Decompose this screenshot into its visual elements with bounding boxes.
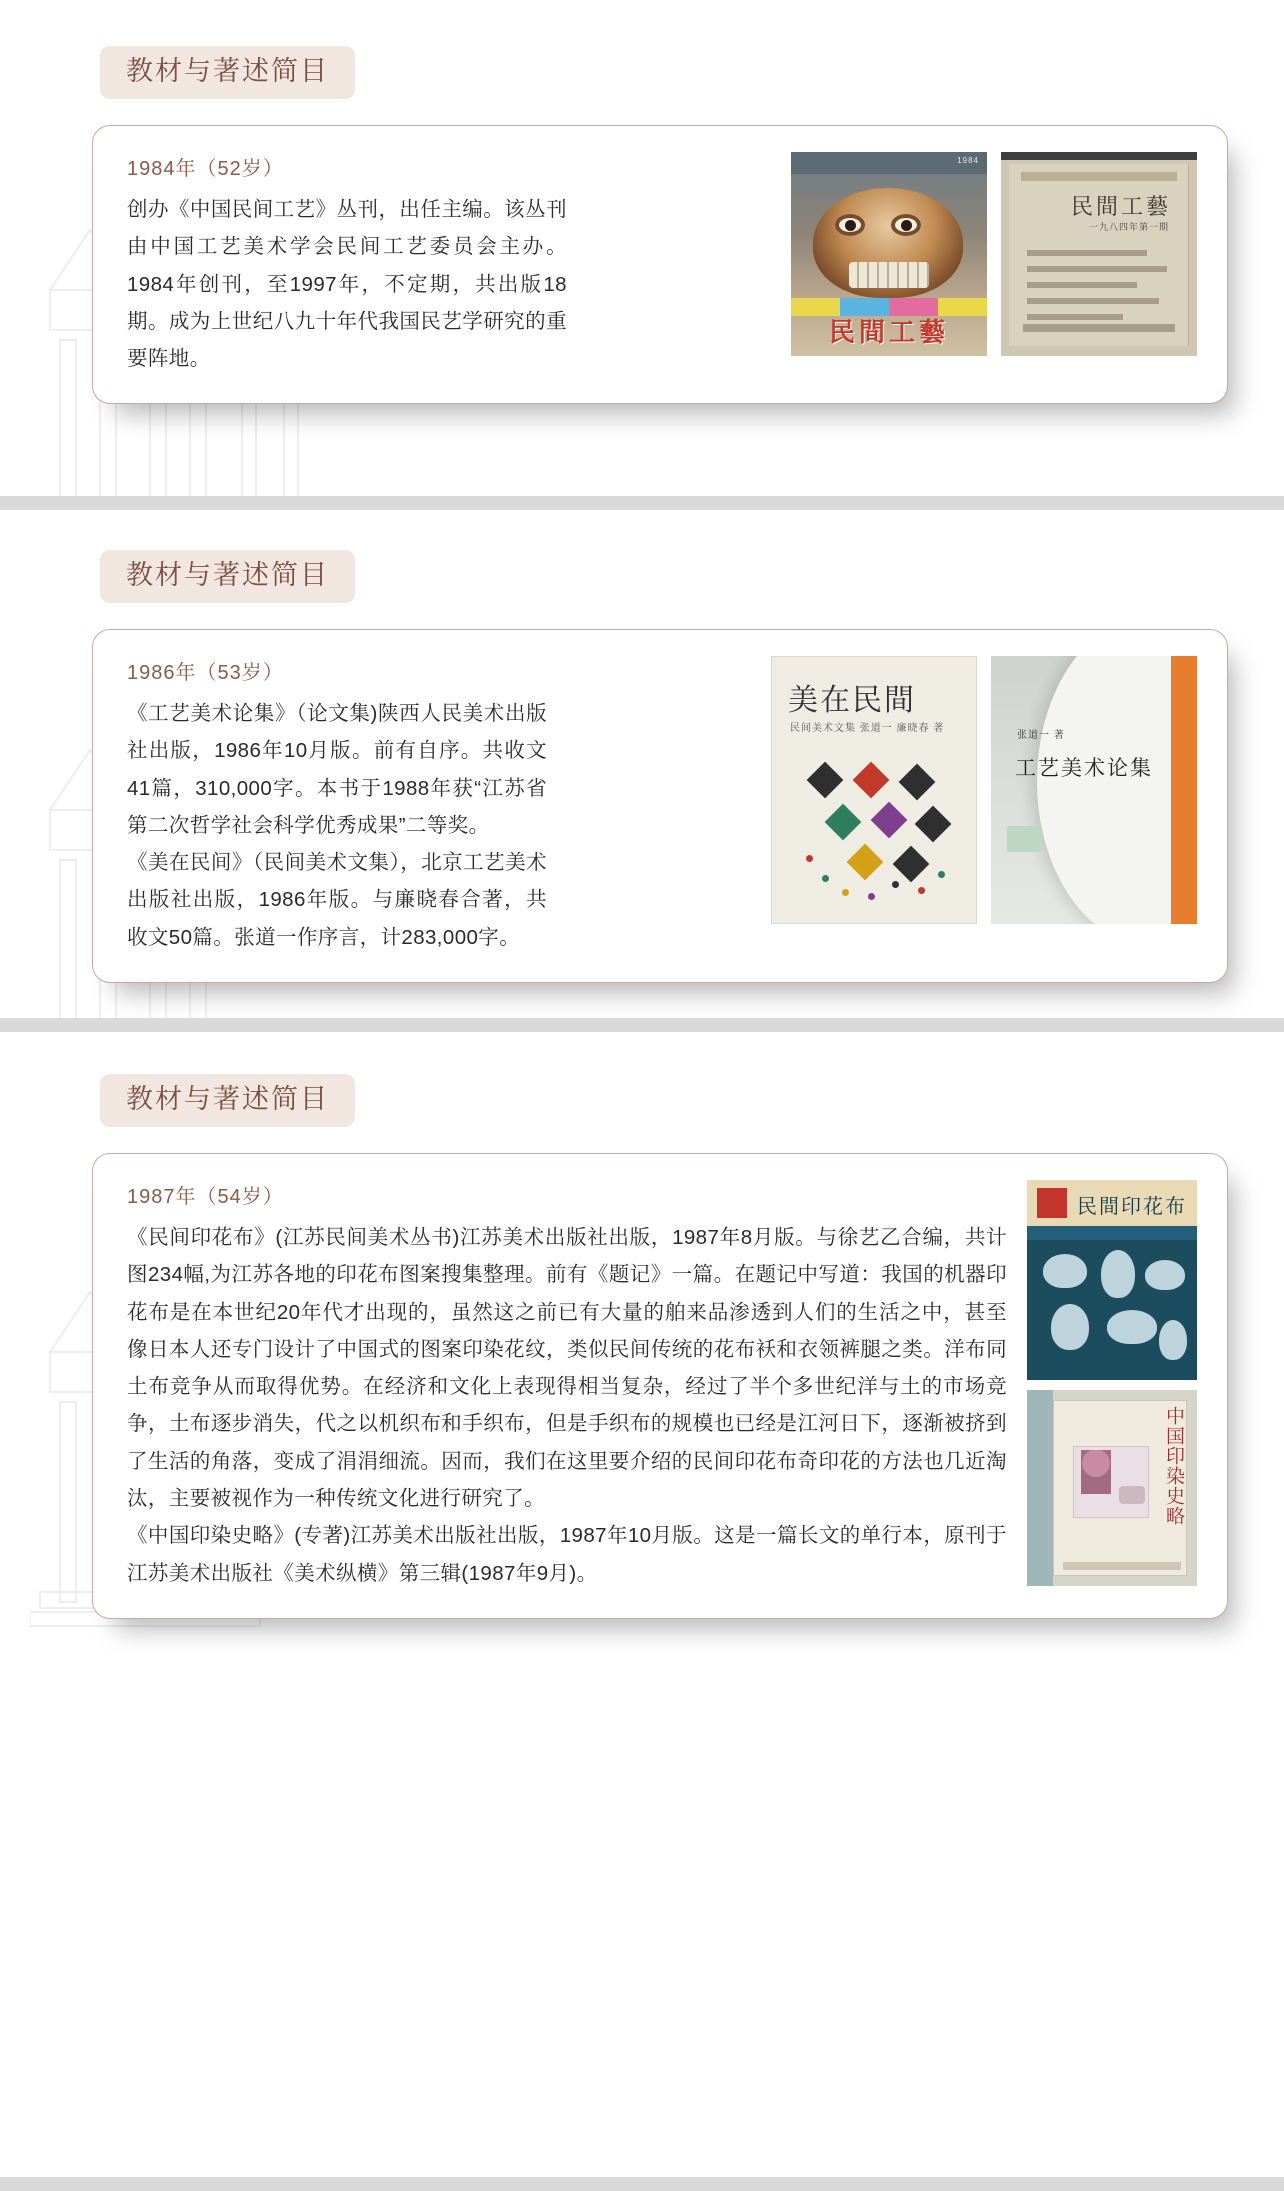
mask-teeth	[849, 262, 929, 288]
cover-left-band	[1027, 1390, 1053, 1586]
cover-title-text: 民間工藝	[828, 318, 949, 348]
mei-zai-minjian-cover-photo	[771, 656, 977, 924]
color-strip	[791, 298, 987, 316]
card-image-column	[1027, 1180, 1197, 1586]
slide-separator	[0, 1018, 1284, 1032]
year-label: 1984年（52岁）	[127, 158, 284, 180]
slide-separator	[0, 496, 1284, 510]
content-card	[92, 1153, 1228, 1619]
minjian-gongyi-cover-photo	[791, 152, 987, 356]
slide-1987	[0, 1032, 1284, 2177]
cover-title-text: 美在民間	[788, 683, 916, 718]
minjian-yinhuabu-cover-photo	[1027, 1180, 1197, 1380]
inner-title-text: 民間工藝	[1070, 195, 1171, 220]
card-text-column	[127, 1180, 1009, 1592]
card-text-column	[127, 152, 773, 377]
cover-title-text: 民間印花布	[1077, 1194, 1187, 1218]
body-paragraph: 《美在民间》（民间美术文集），北京工艺美术出版社出版，1986年版。与廉晓春合著，共收文50篇。张道一作序言，计283,000字。	[127, 851, 547, 949]
cover-animal-motif	[1119, 1486, 1145, 1504]
body-paragraph: 创办《中国民间工艺》丛刊，出任主编。该丛刊由中国工艺美术学会民间工艺委员会主办。1984年创刊，至1997年，不定期，共出版18期。成为上世纪八九十年代我国民艺学研究的重要阵地。	[127, 198, 567, 371]
cover-sub-band	[1027, 1226, 1197, 1240]
book-page	[1009, 164, 1189, 346]
slide-separator	[0, 2177, 1284, 2191]
content-card	[92, 629, 1228, 983]
cover-title-text: 中国印染史略	[1163, 1406, 1185, 1526]
cover-orange-band	[1171, 656, 1197, 924]
cover-green-patch	[1007, 826, 1041, 852]
inner-subtitle-text: 一九八四年第一期	[1088, 222, 1169, 232]
body-paragraph: 《中国印染史略》(专著)江苏美术出版社出版，1987年10月版。这是一篇长文的单行本，原刊于江苏美术出版社《美术纵横》第三辑(1987年9月)。	[127, 1524, 1007, 1585]
slide-1986	[0, 510, 1284, 1018]
cover-seal-icon	[1037, 1188, 1067, 1218]
page-header-rule	[1021, 172, 1177, 181]
content-card	[92, 125, 1228, 404]
minjian-gongyi-inner-photo	[1001, 152, 1197, 356]
mask-pupil-left	[845, 220, 856, 231]
body-paragraph: 《民间印花布》(江苏民间美术丛书)江苏美术出版社出版，1987年8月版。与徐艺乙合编，共计图234幅,为江苏各地的印花布图案搜集整理。前有《题记》一篇。在题记中写道：我国的机器印花布是在本世纪20年代才出现的，虽然这之前已有大量的舶来品渗透到人们的生活之中，甚至像日本人还专门设计了中国式的图案印染花纹，类似民间传统的花布袄和衣领裤腿之类。洋布同土布竞争从而取得优势。在经济和文化上表现得相当复杂，经过了半个多世纪洋与土的市场竞争，土布逐步消失，代之以机织布和手织布，但是手织布的规模也已经是江河日下，逐渐被挤到了生活的角落，变成了涓涓细流。因而，我们在这里要介绍的民间印花布奇印花的方法也几近淘汰，主要被视作为一种传统文化进行研究了。	[127, 1226, 1007, 1511]
cover-footer-text-rule	[1063, 1562, 1181, 1570]
card-image-column	[791, 152, 1197, 356]
section-header-badge: 教材与著述简目	[100, 46, 355, 99]
year-label: 1986年（53岁）	[127, 662, 284, 684]
slide-1984	[0, 0, 1284, 496]
gongyi-meishu-lunji-cover-photo	[991, 656, 1197, 924]
card-text-column	[127, 656, 753, 956]
cover-subtitle-text: 民间美术文集 张道一 廉晓春 著	[790, 723, 945, 734]
cover-top-label: 1984	[957, 156, 979, 165]
body-paragraph: 《工艺美术论集》（论文集)陕西人民美术出版社出版，1986年10月版。前有自序。共收文41篇，310,000字。本书于1988年获“江苏省第二次哲学社会科学优秀成果”二等奖。	[127, 702, 547, 837]
cover-top-bar	[791, 152, 987, 174]
zhongguo-yinran-shilve-cover-photo	[1027, 1390, 1197, 1586]
cover-title-text: 工艺美术论集	[1015, 756, 1153, 780]
mask-pupil-right	[901, 220, 912, 231]
year-label: 1987年（54岁）	[127, 1186, 284, 1208]
page-footer-rule	[1023, 324, 1175, 332]
card-image-column	[771, 656, 1197, 924]
cover-tree-motif	[1081, 1450, 1111, 1494]
cover-subtitle-text: 张道一 著	[1017, 730, 1065, 741]
section-header-badge: 教材与著述简目	[100, 1074, 355, 1127]
section-header-badge: 教材与著述简目	[100, 550, 355, 603]
